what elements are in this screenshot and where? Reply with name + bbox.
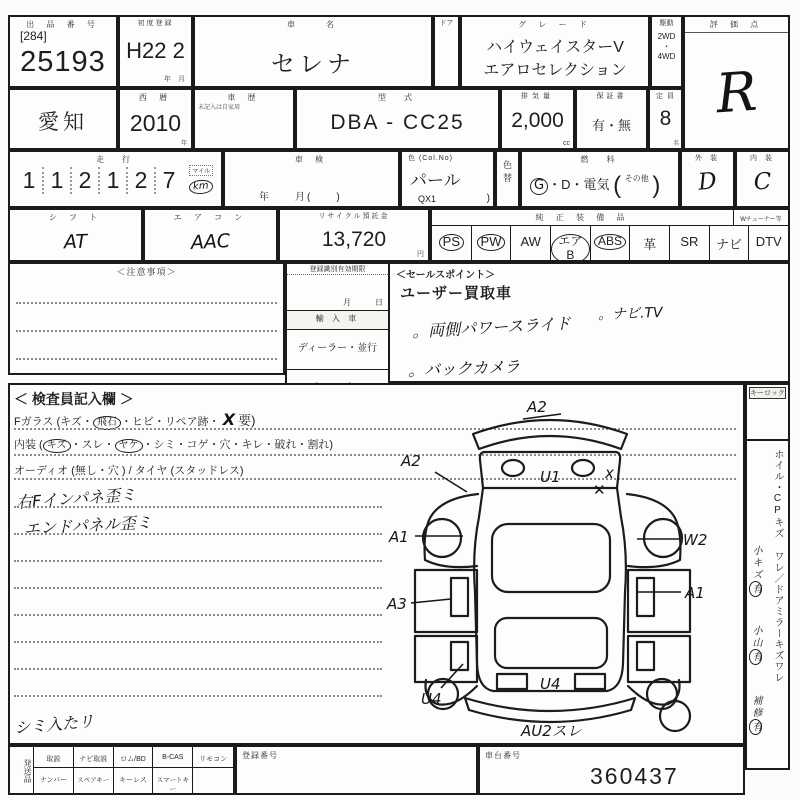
damage-label-tailgate: U4 [540,675,561,693]
shipping-items-table [8,745,235,795]
displacement-label: 排気量 [521,93,554,100]
lot-box [8,15,118,88]
fuel-gasoline: G [530,178,548,195]
recycle-value: 13,720 [321,228,387,251]
color-paren: ) [486,193,490,204]
mileage-digit: 2 [128,167,156,194]
equipment-box [430,208,790,262]
grade-box [460,15,650,88]
exterior-grade: D [697,168,718,196]
displacement-unit: cc [563,140,570,147]
glass-x-mark: X [222,410,236,429]
chassis-number-value: 360437 [590,763,679,789]
displacement-box [500,88,575,150]
car-name: セレナ [271,51,355,78]
capacity-unit: 名 [672,141,679,147]
shipping-cell-keyless: キーレス [114,768,154,793]
shipping-cell-rom-bd: ロム/BD [114,747,154,768]
ac-label: エ ア コ ン [173,213,248,222]
interior-grade: C [753,168,772,196]
equipment-header [432,210,788,226]
capacity-label: 定 員 [656,93,675,100]
sales-points-label: ＜セールスポイント＞ [396,270,496,281]
first-registration-label: 初度登録 [137,20,174,27]
keylock-label: キーロック [749,387,786,399]
damage-label-hood: U1 [540,468,561,486]
damage-mark-small-x: x [605,464,614,482]
hand-small-dent-yes: 有 [750,651,761,663]
color-box [400,150,495,208]
sidebar-printed-1: ホイル・CPキズ ワレ／ [772,449,783,584]
damage-label-left-front-door: A1 [389,528,409,546]
sales-point-hand3: 。ナビ.TV [597,304,663,324]
drive-box [650,15,683,88]
shift-label: シ フ ト [48,213,103,222]
shipping-cell-remote: リモコン [193,747,233,768]
notes-line [16,358,277,360]
model-label: 型 式 [378,93,417,102]
notes-line [16,302,277,304]
sales-point-printed: ユーザー買取車 [400,285,513,302]
hand-small-scratch-text: 小キズ [750,545,761,581]
interior-circled-scratch: キズ [43,439,71,453]
recycle-box [278,208,430,262]
region-box [8,88,118,150]
region: 愛知 [38,111,88,134]
glass-text: Fガラス (キズ・ [14,416,93,428]
shaken-box [223,150,400,208]
interior-box [735,150,790,208]
registration-id-cell [287,264,388,311]
inspection-title: ＜ 検査員記入欄 ＞ [14,391,134,407]
fuel-paren-close: ) [652,172,661,199]
km-label: km [189,179,213,194]
grade-label: グ レ ー ド [518,20,592,29]
sidebar-hand-repair [748,695,763,735]
registration-number-label: 登録番号 [242,751,278,760]
damage-label-left-rear-fender: U4 [421,690,442,708]
hand-small-scratch-yes: 有 [750,583,761,595]
equipment-item-label: PW [477,234,506,251]
sidebar-hand-small-dent [748,625,763,665]
lot-number: 25193 [20,46,106,78]
inspector-note-2: エンドパネル歪ミ [23,512,153,539]
fuel-label: 燃 料 [580,155,620,164]
history-label: 車 歴 [227,93,261,102]
warranty-label: 保証書 [596,93,627,100]
equipment-item [591,226,631,261]
shipping-cell-bcas: B-CAS [153,747,193,768]
equipment-item [710,226,750,261]
damage-label-right-rear-door: A1 [685,584,705,602]
inspection-line [14,560,382,562]
damage-mark-x: ✕ [593,481,606,499]
equipment-cells [432,226,788,261]
interior-text: 内装 ( [14,439,43,451]
glass-required: 要) [238,413,256,428]
car-name-label: 車 名 [287,20,339,29]
damage-label-rear-bumper: AU2スレ [521,722,582,740]
inspection-line [14,614,382,616]
drive-label: 駆動 [659,20,674,27]
hand-repair-text: 補修 [750,695,761,719]
model-code: DBA - CC25 [330,111,465,134]
shipping-label: 発送品 [10,747,34,793]
hand-repair-yes: 有 [750,721,761,733]
glass-line [14,410,255,430]
capacity-box [648,88,683,150]
grade-line1: ハイウェイスターV [486,39,624,56]
model-box [295,88,500,150]
inspection-line [14,695,382,697]
fuel-rest: ・D・電気 [548,177,610,192]
inspection-line [14,587,382,589]
drive-4wd: 4WD [657,52,676,61]
damage-label-right-front-door: W2 [683,531,708,549]
history-box [193,88,295,150]
registration-id-label: 登録識別有効期限 [287,264,388,275]
color-number: QX1 [418,194,437,204]
first-registration-value: H22 2 [126,38,185,63]
equipment-item-label: ABS [594,234,626,250]
color-value: パール [410,171,461,190]
year-box [118,88,193,150]
fuel-box [520,150,680,208]
import-label: 輸 入 車 [287,311,388,330]
equipment-item [511,226,551,261]
shipping-cell-number-plate: ナンバー [34,768,74,793]
shaken-unit: 年 月( ) [259,192,342,203]
mile-label: マイル [189,165,213,176]
exterior-box [680,150,735,208]
ac-box [143,208,278,262]
mileage-unit [189,165,213,194]
glass-circled-flying-stone: 飛石 [93,416,121,430]
mileage-digit: 1 [100,167,128,194]
mileage-digit: 1 [44,167,72,194]
shaken-label: 車 検 [294,155,329,164]
hand-small-dent-text: 小山 [750,625,761,649]
interior-text: ・シミ・コゲ・穴・キレ・破れ・割れ) [142,439,334,451]
equipment-item-label: 革 [643,237,657,252]
drive-2wd: 2WD [657,32,676,41]
first-registration-box [118,15,193,88]
equipment-label: 純 正 装 備 品 [535,213,630,222]
score-box [683,15,790,150]
fuel-other: その他 [624,174,649,183]
damage-label-left-fender: A2 [401,452,421,470]
displacement-value: 2,000 [511,109,564,132]
exterior-label: 外 装 [695,155,720,162]
color-change-box [495,150,520,208]
score-value: R [714,59,759,126]
score-label: 評 価 点 [685,17,788,33]
door-box [433,15,460,88]
shipping-cell-navi-manual: ナビ取説 [74,747,114,768]
equipment-item-label: DTV [755,234,782,249]
sales-point-hand2: 。バックカメラ [407,357,521,380]
capacity-value: 8 [659,107,672,130]
mileage-digit: 1 [16,167,44,194]
notes-label: ＜注意事項＞ [116,267,177,277]
inspection-line [14,668,382,670]
inspection-line [14,641,382,643]
equipment-item [472,226,512,261]
mileage-digits [16,167,182,194]
registration-id-box [285,262,390,390]
interior-circled-fade: ヤケ [115,439,143,453]
equipment-item-label: SR [680,234,699,249]
fuel-options [530,172,660,200]
shift-box [8,208,143,262]
equipment-item-label: ナビ [716,237,743,252]
notes-box [8,262,285,375]
grade-line2: エアロセレクション [483,62,627,79]
shift-value: AT [63,230,88,254]
sidebar-hand-small-scratch [748,545,763,597]
sidebar-printed-2: ドアミラーキズワレ [772,584,783,683]
equipment-item [749,226,788,261]
damage-label-front-bumper: A2 [527,398,547,416]
history-note: 未記入は自家用 [198,105,241,111]
lot-bracket: [284] [20,29,47,43]
lot-label: 出 品 番 号 [26,20,100,29]
inspection-line [14,506,382,508]
color-label: 色 (Col.No) [408,155,454,162]
registration-number-box [235,745,478,795]
color-change-label: 色替 [502,160,512,186]
sales-point-hand1: 。両側パワースライド [411,313,572,342]
equipment-item [630,226,670,261]
interior-text: ・スレ・ [70,439,115,451]
equipment-item [670,226,710,261]
tuner-label: Wチューナー等 [733,210,788,225]
equipment-item [551,226,591,261]
car-damage-diagram [385,392,720,744]
sidebar-printed-text [770,449,785,749]
warranty-box [575,88,648,150]
notes-line [16,330,277,332]
glass-text: ・ヒビ・リペア跡・ [120,416,220,428]
equipment-item-label: PS [439,234,464,251]
ac-value: AAC [190,229,231,255]
warranty-value: 有・無 [591,118,631,133]
inspection-line [14,533,382,535]
shipping-cell-manual: 取説 [34,747,74,768]
equipment-item-label: AW [520,234,541,249]
year-unit: 年 [180,141,187,147]
chassis-number-box [478,745,745,795]
year-label: 西 暦 [138,93,173,102]
chassis-number-label: 車台番号 [485,751,521,760]
mileage-box [8,150,223,208]
sidebar-box [745,383,790,770]
recycle-unit: 円 [417,251,424,258]
first-registration-unit: 年 月 [164,76,185,83]
equipment-item-label: エアB [551,234,590,264]
inspector-note-1: 右Fインパネ歪ミ [15,484,137,513]
shipping-cell-empty [193,768,233,793]
registration-id-unit: 月 日 [343,298,383,307]
drive-dot: ・ [662,42,671,51]
mileage-digit: 7 [162,167,176,193]
mileage-digit: 2 [72,167,100,194]
shipping-cell-smart-key: スマートキー [153,768,193,793]
interior-line [14,436,333,453]
inspector-note-3: シミ入たリ [13,711,95,738]
recycle-label: リサイクル預託金 [318,213,390,220]
year: 2010 [129,110,182,136]
door-label: ドア [439,20,454,27]
interior-label: 内 装 [750,155,775,162]
damage-label-left-rear-quarter: A3 [387,595,407,613]
equipment-item [432,226,472,261]
keylock-cell [747,387,788,441]
mileage-label: 走 行 [96,155,135,164]
shipping-cell-spare-key: スペアキー [74,768,114,793]
audio-line: オーディオ (無し・穴 ) / タイヤ (スタッドレス) [14,465,244,477]
fuel-paren-open: ( [613,172,622,199]
car-name-box [193,15,433,88]
import-type: ディーラー・並行 [287,330,388,370]
